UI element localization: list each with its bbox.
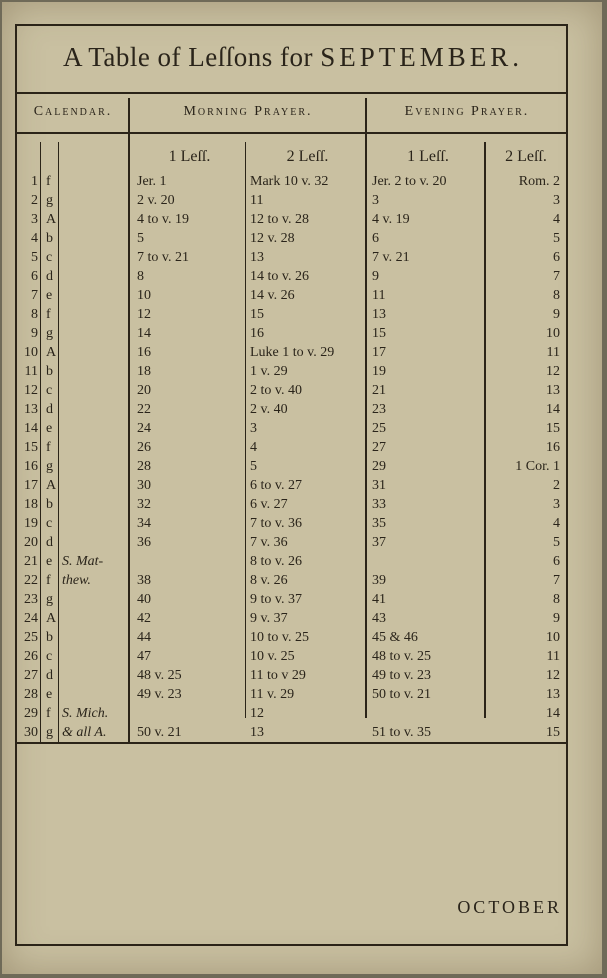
morning-second-lesson: 11 to v 29 xyxy=(250,668,306,683)
morning-second-lesson: 5 xyxy=(250,459,257,474)
day-number: 24 xyxy=(24,611,38,626)
feast-note: thew. xyxy=(62,573,91,588)
day-number: 1 xyxy=(31,174,38,189)
feast-note: & all A. xyxy=(62,725,107,740)
evening-second-lesson: 12 xyxy=(546,364,560,379)
table-row xyxy=(2,210,607,229)
evening-first-lesson: 37 xyxy=(372,535,386,550)
dominical-letter: g xyxy=(46,725,53,740)
dominical-letter: c xyxy=(46,649,53,664)
morning-first-lesson: 5 xyxy=(137,231,144,246)
evening-second-lesson: 11 xyxy=(546,649,560,664)
evening-first-lesson: 48 to v. 25 xyxy=(372,649,431,664)
day-number: 5 xyxy=(31,250,38,265)
dominical-letter: f xyxy=(46,174,51,189)
morning-first-lesson: 22 xyxy=(137,402,151,417)
evening-second-lesson: 9 xyxy=(553,307,560,322)
evening-second-lesson: 5 xyxy=(553,231,560,246)
day-number: 3 xyxy=(31,212,38,227)
morning-second-lesson: 15 xyxy=(250,307,264,322)
table-row xyxy=(2,533,607,552)
evening-second-lesson: 4 xyxy=(553,212,560,227)
subheader-evening-second: 2 Leſſ. xyxy=(505,148,547,165)
evening-first-lesson: Jer. 2 to v. 20 xyxy=(372,174,447,189)
evening-first-lesson: 11 xyxy=(372,288,386,303)
day-number: 13 xyxy=(24,402,38,417)
dominical-letter: c xyxy=(46,250,53,265)
evening-first-lesson: 19 xyxy=(372,364,386,379)
day-number: 22 xyxy=(24,573,38,588)
morning-first-lesson: 28 xyxy=(137,459,151,474)
evening-second-lesson: 8 xyxy=(553,592,560,607)
table-row xyxy=(2,514,607,533)
morning-first-lesson: 8 xyxy=(137,269,144,284)
evening-first-lesson: 27 xyxy=(372,440,386,455)
dominical-letter: g xyxy=(46,326,53,341)
day-number: 11 xyxy=(24,364,38,379)
dominical-letter: e xyxy=(46,421,53,436)
dominical-letter: b xyxy=(46,364,53,379)
evening-second-lesson: 3 xyxy=(553,193,560,208)
dominical-letter: g xyxy=(46,459,53,474)
dominical-letter: A xyxy=(46,212,57,227)
morning-second-lesson: 11 v. 29 xyxy=(250,687,295,702)
day-number: 10 xyxy=(24,345,38,360)
table-row xyxy=(2,362,607,381)
day-number: 4 xyxy=(31,231,38,246)
table-row xyxy=(2,419,607,438)
evening-second-lesson: 13 xyxy=(546,383,560,398)
morning-second-lesson: 14 to v. 26 xyxy=(250,269,309,284)
morning-second-lesson: Luke 1 to v. 29 xyxy=(250,345,335,360)
table-row xyxy=(2,666,607,685)
day-number: 28 xyxy=(24,687,38,702)
rule-under-headers xyxy=(17,132,566,134)
table-row xyxy=(2,457,607,476)
title-month: SEPTEMBER. xyxy=(320,42,524,72)
table-row xyxy=(2,552,607,571)
evening-second-lesson: 11 xyxy=(546,345,560,360)
page-title xyxy=(20,32,566,82)
morning-first-lesson: 32 xyxy=(137,497,151,512)
evening-second-lesson: 15 xyxy=(546,421,560,436)
morning-first-lesson: 36 xyxy=(137,535,151,550)
header-calendar: Calendar. xyxy=(33,104,113,119)
day-number: 19 xyxy=(24,516,38,531)
evening-second-lesson: 6 xyxy=(553,554,560,569)
rule-table-bottom xyxy=(17,742,566,744)
table-row xyxy=(2,248,607,267)
morning-second-lesson: 4 xyxy=(250,440,257,455)
evening-first-lesson: 41 xyxy=(372,592,386,607)
table-row xyxy=(2,723,607,742)
morning-second-lesson: 12 to v. 28 xyxy=(250,212,309,227)
evening-first-lesson: 39 xyxy=(372,573,386,588)
evening-first-lesson: 23 xyxy=(372,402,386,417)
morning-first-lesson: 7 to v. 21 xyxy=(137,250,189,265)
day-number: 2 xyxy=(31,193,38,208)
day-number: 15 xyxy=(24,440,38,455)
morning-first-lesson: 42 xyxy=(137,611,151,626)
table-row xyxy=(2,191,607,210)
evening-second-lesson: Rom. 2 xyxy=(518,174,560,189)
table-row xyxy=(2,628,607,647)
morning-first-lesson: 44 xyxy=(137,630,151,645)
evening-second-lesson: 1 Cor. 1 xyxy=(515,459,560,474)
day-number: 16 xyxy=(24,459,38,474)
evening-first-lesson: 31 xyxy=(372,478,386,493)
evening-first-lesson: 6 xyxy=(372,231,379,246)
morning-second-lesson: 8 v. 26 xyxy=(250,573,288,588)
morning-first-lesson: 47 xyxy=(137,649,151,664)
morning-first-lesson: 49 v. 23 xyxy=(137,687,182,702)
morning-second-lesson: 13 xyxy=(250,725,264,740)
morning-second-lesson: 14 v. 26 xyxy=(250,288,295,303)
day-number: 26 xyxy=(24,649,38,664)
morning-second-lesson: 13 xyxy=(250,250,264,265)
evening-first-lesson: 43 xyxy=(372,611,386,626)
rule-under-title xyxy=(17,92,566,94)
table-row xyxy=(2,438,607,457)
evening-second-lesson: 8 xyxy=(553,288,560,303)
morning-first-lesson: 50 v. 21 xyxy=(137,725,182,740)
evening-second-lesson: 13 xyxy=(546,687,560,702)
table-row xyxy=(2,229,607,248)
table-row xyxy=(2,324,607,343)
evening-second-lesson: 14 xyxy=(546,402,560,417)
header-evening-prayer: Evening Prayer. xyxy=(404,104,530,119)
day-number: 30 xyxy=(24,725,38,740)
day-number: 7 xyxy=(31,288,38,303)
morning-first-lesson: 14 xyxy=(137,326,151,341)
dominical-letter: c xyxy=(46,383,53,398)
book-page xyxy=(2,2,602,974)
morning-first-lesson: 2 v. 20 xyxy=(137,193,175,208)
table-row xyxy=(2,704,607,723)
evening-first-lesson: 17 xyxy=(372,345,386,360)
catchword: OCTOBER xyxy=(457,897,562,917)
morning-second-lesson: 2 v. 40 xyxy=(250,402,288,417)
morning-first-lesson: 20 xyxy=(137,383,151,398)
morning-first-lesson: 26 xyxy=(137,440,151,455)
morning-second-lesson: 12 xyxy=(250,706,264,721)
morning-second-lesson: 1 v. 29 xyxy=(250,364,288,379)
dominical-letter: e xyxy=(46,554,53,569)
evening-first-lesson: 50 to v. 21 xyxy=(372,687,431,702)
morning-second-lesson: 6 to v. 27 xyxy=(250,478,302,493)
morning-first-lesson: 40 xyxy=(137,592,151,607)
morning-second-lesson: 12 v. 28 xyxy=(250,231,295,246)
evening-first-lesson: 45 & 46 xyxy=(372,630,418,645)
morning-first-lesson: Jer. 1 xyxy=(137,174,167,189)
table-row xyxy=(2,571,607,590)
table-row xyxy=(2,381,607,400)
dominical-letter: g xyxy=(46,193,53,208)
morning-first-lesson: 38 xyxy=(137,573,151,588)
evening-second-lesson: 10 xyxy=(546,326,560,341)
morning-second-lesson: 9 v. 37 xyxy=(250,611,288,626)
morning-first-lesson: 24 xyxy=(137,421,151,436)
day-number: 8 xyxy=(31,307,38,322)
table-row xyxy=(2,172,607,191)
evening-first-lesson: 51 to v. 35 xyxy=(372,725,431,740)
table-row xyxy=(2,267,607,286)
dominical-letter: b xyxy=(46,231,53,246)
morning-first-lesson: 18 xyxy=(137,364,151,379)
evening-second-lesson: 10 xyxy=(546,630,560,645)
morning-second-lesson: 10 to v. 25 xyxy=(250,630,309,645)
dominical-letter: f xyxy=(46,307,51,322)
evening-second-lesson: 16 xyxy=(546,440,560,455)
evening-first-lesson: 7 v. 21 xyxy=(372,250,410,265)
subheader-morning-second: 2 Leſſ. xyxy=(286,148,329,165)
table-row xyxy=(2,305,607,324)
day-number: 14 xyxy=(24,421,38,436)
day-number: 27 xyxy=(24,668,38,683)
dominical-letter: d xyxy=(46,668,53,683)
dominical-letter: A xyxy=(46,345,57,360)
day-number: 21 xyxy=(24,554,38,569)
morning-first-lesson: 34 xyxy=(137,516,151,531)
dominical-letter: e xyxy=(46,288,53,303)
evening-first-lesson: 15 xyxy=(372,326,386,341)
morning-second-lesson: 9 to v. 37 xyxy=(250,592,302,607)
evening-first-lesson: 33 xyxy=(372,497,386,512)
evening-first-lesson: 35 xyxy=(372,516,386,531)
subheader-evening-first: 1 Leſſ. xyxy=(407,148,449,165)
evening-second-lesson: 14 xyxy=(546,706,560,721)
evening-second-lesson: 12 xyxy=(546,668,560,683)
subheader-morning-first: 1 Leſſ. xyxy=(168,148,211,165)
table-row xyxy=(2,286,607,305)
day-number: 12 xyxy=(24,383,38,398)
evening-second-lesson: 9 xyxy=(553,611,560,626)
morning-second-lesson: 6 v. 27 xyxy=(250,497,288,512)
day-number: 23 xyxy=(24,592,38,607)
day-number: 6 xyxy=(31,269,38,284)
day-number: 17 xyxy=(24,478,38,493)
table-row xyxy=(2,343,607,362)
morning-second-lesson: 11 xyxy=(250,193,264,208)
dominical-letter: b xyxy=(46,630,53,645)
evening-second-lesson: 7 xyxy=(553,573,560,588)
day-number: 29 xyxy=(24,706,38,721)
morning-second-lesson: Mark 10 v. 32 xyxy=(250,174,329,189)
evening-first-lesson: 9 xyxy=(372,269,379,284)
evening-second-lesson: 15 xyxy=(546,725,560,740)
day-number: 20 xyxy=(24,535,38,550)
evening-second-lesson: 5 xyxy=(553,535,560,550)
dominical-letter: f xyxy=(46,440,51,455)
feast-note: S. Mat- xyxy=(62,554,104,569)
evening-second-lesson: 3 xyxy=(553,497,560,512)
morning-second-lesson: 16 xyxy=(250,326,264,341)
dominical-letter: d xyxy=(46,269,53,284)
morning-second-lesson: 8 to v. 26 xyxy=(250,554,302,569)
dominical-letter: f xyxy=(46,573,51,588)
evening-first-lesson: 25 xyxy=(372,421,386,436)
table-row xyxy=(2,495,607,514)
morning-first-lesson: 4 to v. 19 xyxy=(137,212,189,227)
table-row xyxy=(2,609,607,628)
morning-second-lesson: 7 to v. 36 xyxy=(250,516,302,531)
evening-first-lesson: 4 v. 19 xyxy=(372,212,410,227)
evening-first-lesson: 29 xyxy=(372,459,386,474)
header-morning-prayer: Morning Prayer. xyxy=(183,104,313,119)
day-number: 18 xyxy=(24,497,38,512)
morning-second-lesson: 3 xyxy=(250,421,257,436)
morning-first-lesson: 12 xyxy=(137,307,151,322)
evening-second-lesson: 6 xyxy=(553,250,560,265)
dominical-letter: b xyxy=(46,497,53,512)
morning-first-lesson: 48 v. 25 xyxy=(137,668,182,683)
dominical-letter: d xyxy=(46,535,53,550)
table-row xyxy=(2,590,607,609)
morning-first-lesson: 16 xyxy=(137,345,151,360)
evening-second-lesson: 4 xyxy=(553,516,560,531)
table-row xyxy=(2,685,607,704)
morning-first-lesson: 10 xyxy=(137,288,151,303)
dominical-letter: e xyxy=(46,687,53,702)
evening-second-lesson: 2 xyxy=(553,478,560,493)
day-number: 25 xyxy=(24,630,38,645)
dominical-letter: A xyxy=(46,611,57,626)
title-lead: A Table of Leſſons for xyxy=(62,42,314,72)
day-number: 9 xyxy=(31,326,38,341)
dominical-letter: f xyxy=(46,706,51,721)
morning-first-lesson: 30 xyxy=(137,478,151,493)
dominical-letter: c xyxy=(46,516,53,531)
feast-note: S. Mich. xyxy=(62,706,109,721)
dominical-letter: d xyxy=(46,402,53,417)
table-row xyxy=(2,400,607,419)
evening-first-lesson: 21 xyxy=(372,383,386,398)
morning-second-lesson: 2 to v. 40 xyxy=(250,383,302,398)
evening-first-lesson: 13 xyxy=(372,307,386,322)
morning-second-lesson: 10 v. 25 xyxy=(250,649,295,664)
evening-first-lesson: 49 to v. 23 xyxy=(372,668,431,683)
evening-second-lesson: 7 xyxy=(553,269,560,284)
table-row xyxy=(2,647,607,666)
evening-first-lesson: 3 xyxy=(372,193,379,208)
dominical-letter: g xyxy=(46,592,53,607)
table-row xyxy=(2,476,607,495)
dominical-letter: A xyxy=(46,478,57,493)
morning-second-lesson: 7 v. 36 xyxy=(250,535,288,550)
